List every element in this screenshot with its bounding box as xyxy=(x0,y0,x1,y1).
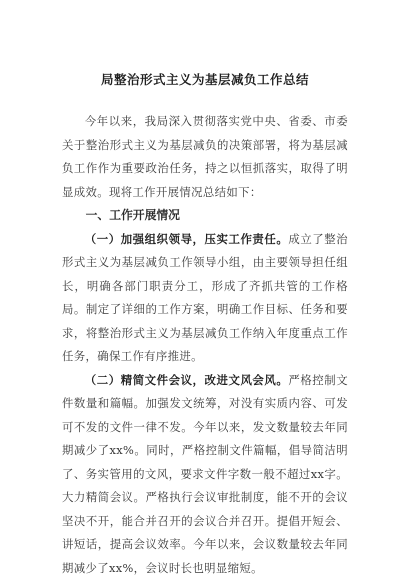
item-2-lead: （二）精简文件会议，改进文风会风。 xyxy=(84,372,289,387)
document-title: 局整治形式主义为基层减负工作总结 xyxy=(100,72,309,87)
item-2-body: 严格控制文件数量和篇幅。加强发文统筹，对没有实质内容、可发可不发的文件一律不发。今年以来，发文数量较去年同期减少了xx%。同时，严格控制文件篇幅，倡导简洁明了、务实管用的文风，要求文件字数一般不超过xx字。大力精简会议。严格执行会议审批制度，能不开的会议坚决不开，能合并召开的会议合并召开。提倡开短会、讲短话，提高会议效率。今年以来，会议数量较去年同期减少了xx%，会议时长也明显缩短。 xyxy=(62,372,348,575)
item-1-paragraph xyxy=(62,228,348,369)
item-1-lead: （一）加强组织领导，压实工作责任。 xyxy=(84,231,289,246)
item-2-paragraph xyxy=(62,369,348,580)
item-1-body: 成立了整治形式主义为基层减负工作领导小组，由主要领导担任组长，明确各部门职责分工，形成了齐抓共管的工作格局。制定了详细的工作方案，明确工作目标、任务和要求，将整治形式主义为基层减负工作纳入年度重点工作任务，确保工作有序推进。 xyxy=(62,231,348,363)
intro-paragraph: 今年以来，我局深入贯彻落实党中央、省委、市委关于整治形式主义为基层减负的决策部署，将为基层减负工作作为重要政治任务，持之以恒抓落实，取得了明显成效。现将工作开展情况总结如下： xyxy=(62,114,348,199)
section-heading: 一、工作开展情况 xyxy=(85,208,180,222)
